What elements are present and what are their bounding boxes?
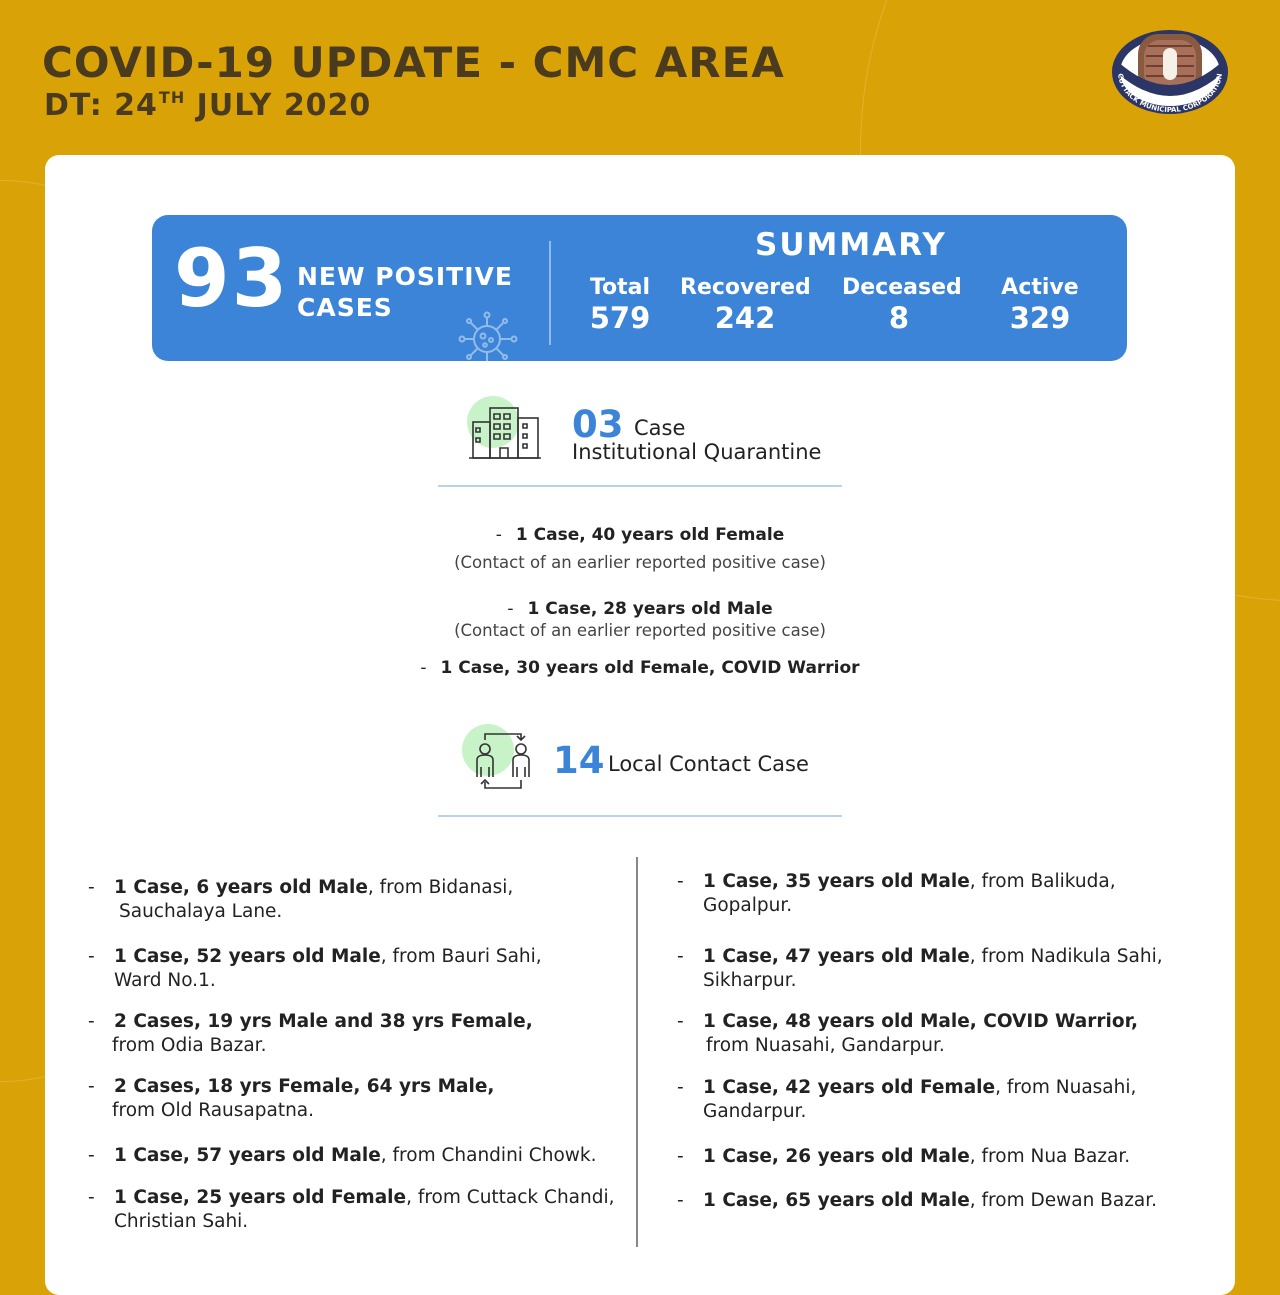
virus-icon [452, 307, 522, 361]
section-divider [438, 815, 842, 817]
report-date: DT: 24TH JULY 2020 [44, 88, 372, 123]
institutional-case-2-note: (Contact of an earlier reported positive case) [454, 621, 826, 640]
institutional-case-1-note: (Contact of an earlier reported positive case) [454, 553, 826, 572]
stat-total: Total 579 [589, 275, 651, 335]
stat-deceased: Deceased 8 [842, 275, 962, 335]
institutional-count-suffix: Case [634, 416, 686, 440]
institutional-count: 03 [572, 403, 624, 446]
contact-transfer-icon [460, 722, 540, 794]
banner-divider [549, 241, 551, 345]
column-divider [636, 857, 638, 1247]
local-count: 14 [553, 739, 605, 782]
new-cases-count: 93 [174, 232, 290, 325]
institutional-case-3: - 1 Case, 30 years old Female, COVID Warrior [420, 658, 860, 678]
local-label: Local Contact Case [608, 752, 809, 776]
institutional-case-1: - 1 Case, 40 years old Female [495, 525, 785, 545]
svg-text:CUTTACK MUNICIPAL CORPORATION: CUTTACK MUNICIPAL CORPORATION [1115, 72, 1225, 115]
institutional-case-2: - 1 Case, 28 years old Male [507, 599, 773, 619]
institutional-label: Institutional Quarantine [572, 440, 822, 464]
new-cases-label: NEW POSITIVE CASES [297, 262, 513, 322]
cuttack-logo-icon [1108, 26, 1232, 118]
building-icon [465, 396, 545, 464]
summary-title: SUMMARY [755, 227, 947, 263]
page-title: COVID-19 UPDATE - CMC AREA [42, 38, 785, 87]
stat-active: Active 329 [1001, 275, 1079, 335]
summary-banner [152, 215, 1127, 361]
stat-recovered: Recovered 242 [680, 275, 811, 335]
section-divider [438, 485, 842, 487]
